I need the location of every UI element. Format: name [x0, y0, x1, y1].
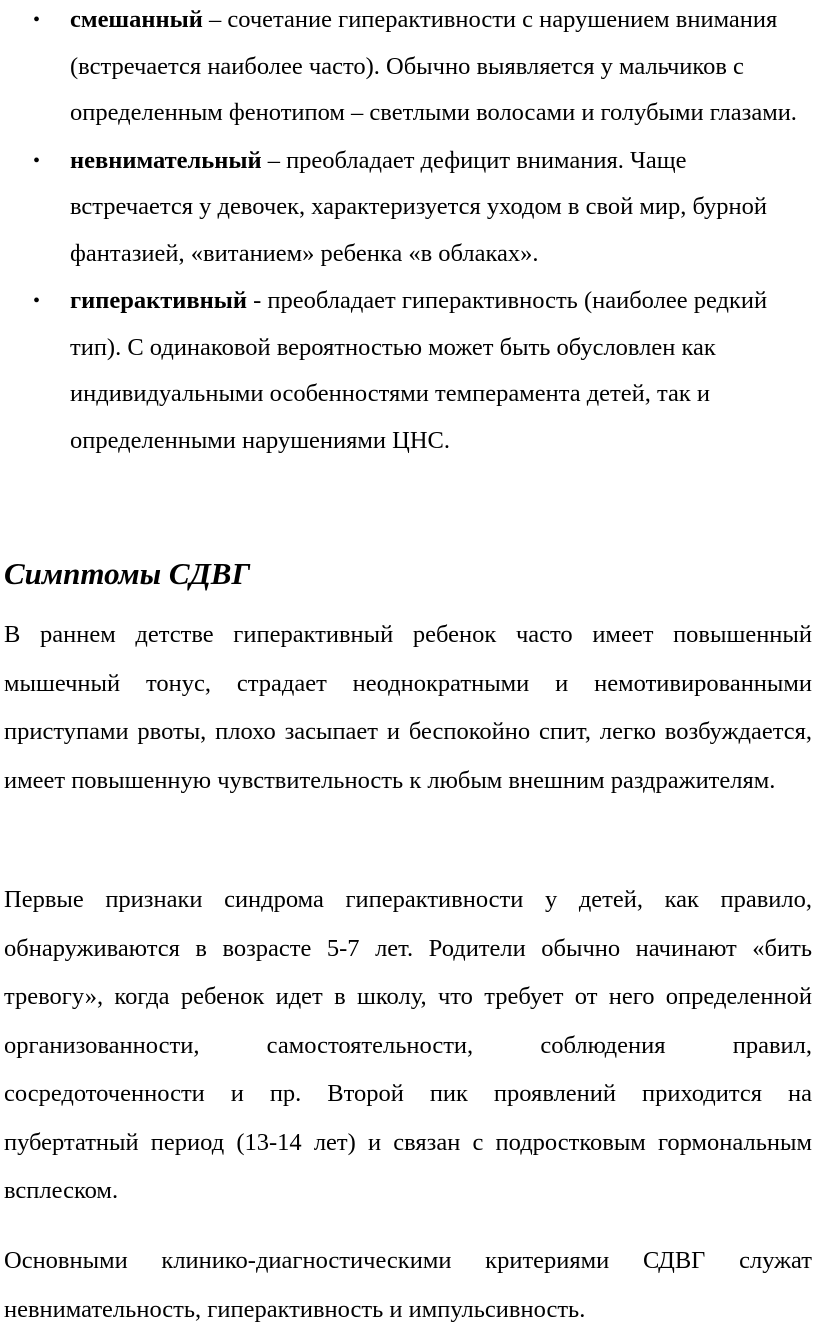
bullet-term: невнимательный — [70, 146, 262, 174]
bullet-item-hyperactive — [0, 278, 816, 464]
bullet-term: гиперактивный — [70, 287, 247, 314]
bullet-item-inattentive — [0, 138, 816, 278]
paragraph-criteria: Основными клинико-диагностическими критериями СДВГ служат невнимательность, гиперактивность и импульсивность. — [4, 1247, 812, 1323]
bullet-item-mixed — [0, 0, 816, 137]
bullet-dot-icon: • — [33, 9, 41, 31]
bullet-list — [0, 0, 816, 464]
bullet-text: – сочетание гиперактивности с нарушением внимания (встречается наиболее часто). Обычно выявляется у мальчиков с определенным фенотипом – светлыми волосами и голубыми глазами. — [70, 6, 797, 126]
bullet-text: – преобладает дефицит внимания. Чаще встречается у девочек, характеризуется уходом в свой мир, бурной фантазией, «витанием» ребенка «в облаках». — [70, 146, 767, 267]
bullet-dot-icon: • — [33, 149, 41, 172]
paragraph-first-signs: Первые признаки синдрома гиперактивности у детей, как правило, обнаруживаются в возрасте 5-7 лет. Родители обычно начинают «бить тревогу», когда ребенок идет в школу, что требует от него определенной организованности, самостоятельности, соблюдения правил, сосредоточенности и пр. Второй пик проявлений приходится на пубертатный период (13-14 лет) и связан с подростковым гормональным всплеском. — [4, 886, 812, 1204]
bullet-text: - преобладает гиперактивность (наиболее редкий тип). С одинаковой вероятностью может быть обусловлен как индивидуальными особенностями темперамента детей, так и определенными нарушениями ЦНС. — [70, 287, 768, 454]
bullet-term: смешанный — [70, 6, 203, 33]
section-heading: Симптомы СДВГ — [4, 556, 251, 591]
paragraph-early-childhood: В раннем детстве гиперактивный ребенок часто имеет повышенный мышечный тонус, страдает неоднократными и немотивированными приступами рвоты, плохо засыпает и беспокойно спит, легко возбуждается, имеет повышенную чувствительность к любым внешним раздражителям. — [4, 621, 812, 794]
bullet-dot-icon: • — [33, 290, 41, 312]
